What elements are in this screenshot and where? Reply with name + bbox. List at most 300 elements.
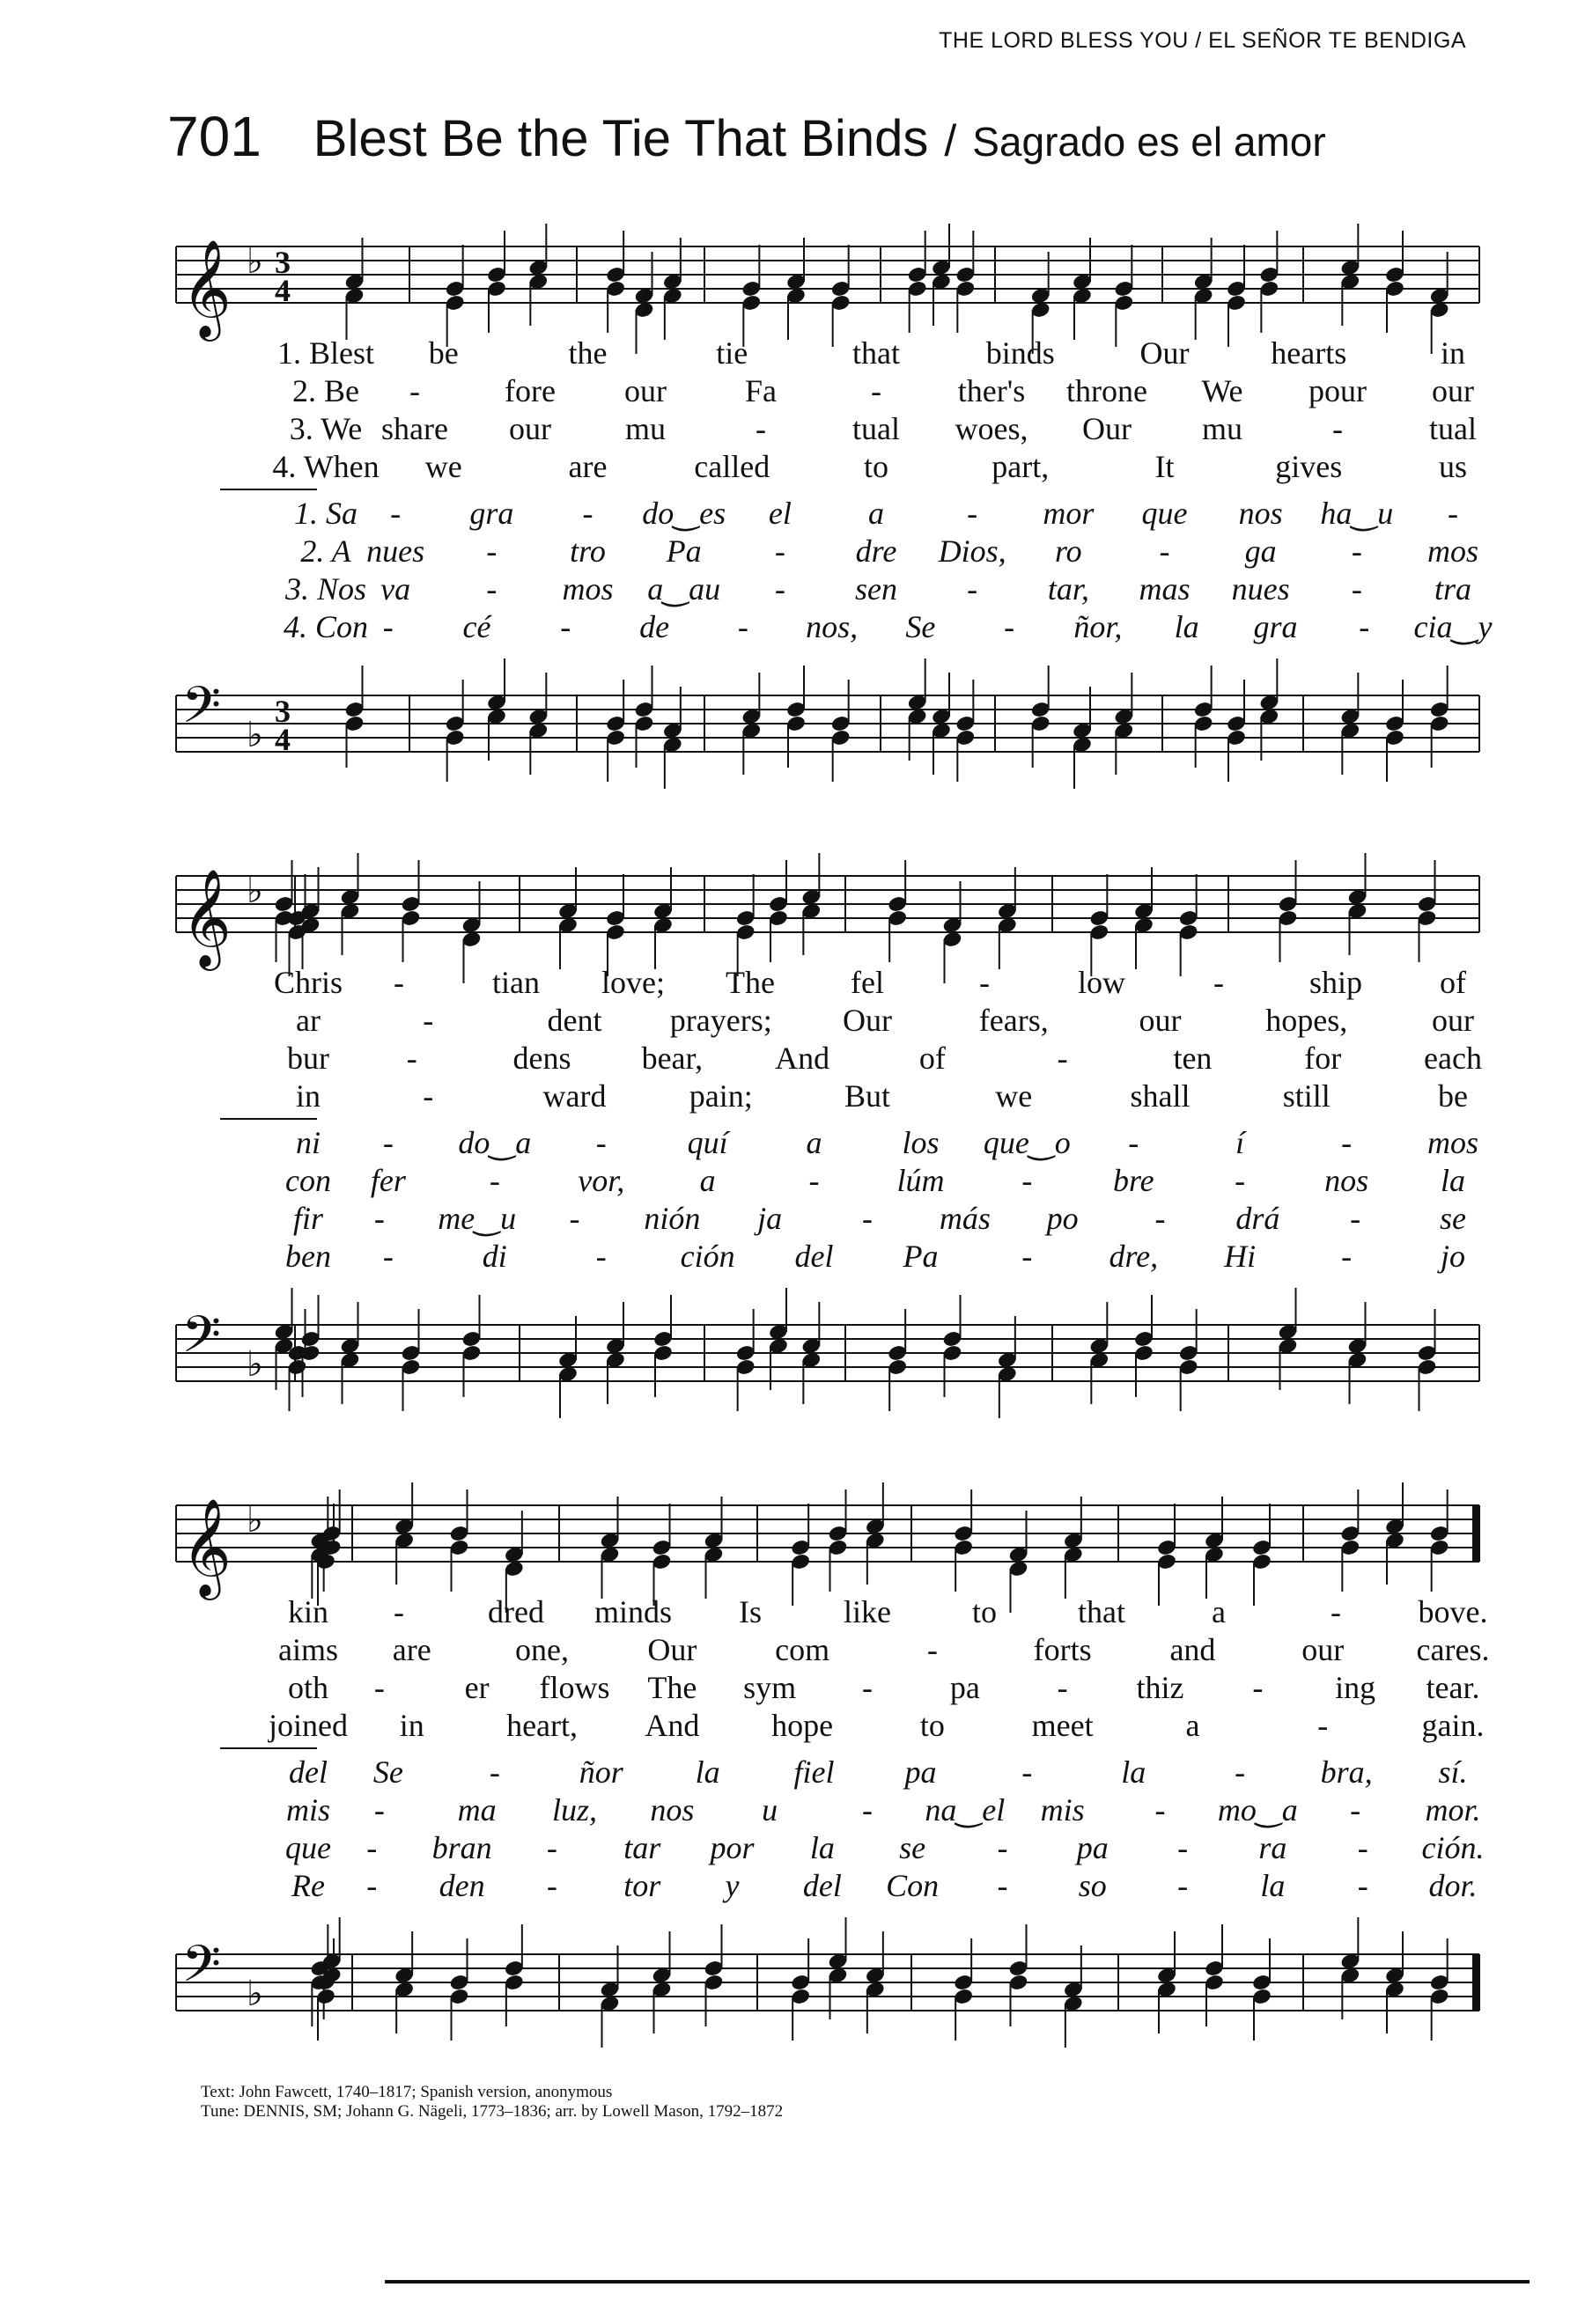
- syllable: called: [694, 449, 770, 484]
- syllable: sym: [743, 1670, 797, 1705]
- treble-clef-icon: 𝄞: [181, 1497, 232, 1596]
- syllable: Our: [1082, 411, 1132, 446]
- lyric-line-english: [176, 448, 1479, 485]
- syllable: a: [806, 1125, 822, 1160]
- hyphen: -: [394, 965, 404, 1000]
- syllable: our: [1139, 1003, 1182, 1038]
- syllable: 4. Con: [283, 609, 369, 644]
- syllable: love;: [601, 965, 665, 1000]
- syllable: And: [775, 1041, 830, 1076]
- syllable: fir: [292, 1201, 324, 1236]
- syllable: dre,: [1109, 1239, 1159, 1274]
- syllable: throne: [1066, 373, 1147, 408]
- syllable: to: [863, 449, 889, 484]
- syllable: los: [902, 1125, 940, 1160]
- hyphen: -: [486, 571, 498, 607]
- hyphen: -: [1021, 1754, 1033, 1790]
- flat-key-signature-icon: ♭: [247, 1344, 263, 1385]
- syllable: jo: [1440, 1239, 1466, 1274]
- treble-staff-1: [176, 220, 1479, 335]
- hyphen: -: [871, 373, 881, 408]
- syllable: ship: [1309, 965, 1363, 1000]
- syllable: bra,: [1320, 1754, 1373, 1790]
- syllable: pa: [1076, 1830, 1109, 1865]
- syllable: in: [1440, 335, 1466, 371]
- syllable: do‿es: [642, 496, 726, 531]
- final-barline: [1472, 1954, 1479, 2011]
- lyric-line-spanish: [176, 1754, 1479, 1791]
- syllable: our: [1432, 1003, 1474, 1038]
- syllable: pain;: [689, 1078, 753, 1114]
- syllable: mu: [1201, 411, 1243, 446]
- syllable: na‿el: [925, 1792, 1006, 1828]
- syllable: den: [439, 1868, 485, 1903]
- syllable: del: [794, 1239, 834, 1274]
- syllable: la: [1121, 1754, 1146, 1790]
- hyphen: -: [390, 496, 402, 531]
- hyphen: -: [1317, 1708, 1329, 1743]
- hymn-title-english: Blest Be the Tie That Binds: [313, 110, 929, 167]
- syllable: ción: [680, 1239, 735, 1274]
- syllable: fore: [505, 373, 556, 408]
- syllable: 1. Sa: [294, 496, 358, 531]
- lyric-line-spanish: [176, 1829, 1485, 1866]
- syllable: oth: [287, 1670, 329, 1705]
- time-signature-top: 3: [275, 245, 291, 280]
- syllable: mos: [562, 571, 614, 607]
- syllable: Dios,: [938, 533, 1006, 569]
- syllable: mu: [624, 411, 667, 446]
- syllable: pa: [949, 1670, 980, 1705]
- syllable: each: [1424, 1041, 1482, 1076]
- syllable: y: [725, 1868, 740, 1903]
- syllable: Fa: [745, 373, 777, 408]
- hyphen: -: [756, 411, 766, 446]
- hyphen: -: [595, 1239, 607, 1274]
- hyphen: -: [1359, 609, 1370, 644]
- syllable: í: [1235, 1125, 1245, 1160]
- syllable: tar: [623, 1830, 661, 1865]
- hyphen: -: [560, 609, 571, 644]
- lyric-line-english: [176, 1040, 1482, 1077]
- hyphen: -: [1357, 1830, 1368, 1865]
- syllable: drá: [1235, 1201, 1280, 1236]
- syllable: to: [971, 1594, 998, 1629]
- hyphen: -: [486, 533, 498, 569]
- syllable: in: [295, 1078, 321, 1114]
- syllable: tual: [1429, 411, 1477, 446]
- syllable: se: [899, 1830, 926, 1865]
- hyphen: -: [1159, 533, 1170, 569]
- hyphen: -: [1350, 1201, 1361, 1236]
- syllable: It: [1154, 449, 1175, 484]
- syllable: sen: [855, 571, 897, 607]
- hymn-title-spanish: Sagrado es el amor: [972, 119, 1326, 165]
- hyphen: -: [979, 965, 990, 1000]
- bass-clef-icon: 𝄢: [181, 1934, 222, 2006]
- lyric-line-english: [176, 1077, 1479, 1114]
- syllable: Re: [291, 1868, 325, 1903]
- music-system-2: [176, 841, 1482, 1404]
- flat-key-signature-icon: ♭: [247, 241, 263, 282]
- credits-tune: Tune: DENNIS, SM; Johann G. Nägeli, 1773–1836; arr. by Lowell Mason, 1792–1872: [201, 2102, 784, 2121]
- syllable: mos: [1426, 533, 1479, 569]
- syllable: meet: [1031, 1708, 1094, 1743]
- syllable: we: [995, 1078, 1033, 1114]
- syllable: pa: [904, 1754, 937, 1790]
- syllable: ro: [1054, 533, 1082, 569]
- syllable: po: [1046, 1201, 1079, 1236]
- syllable: low: [1078, 965, 1125, 1000]
- bass-clef-icon: 𝄢: [181, 1305, 222, 1377]
- syllable: que: [285, 1830, 331, 1865]
- lyric-line-spanish: [176, 1200, 1479, 1237]
- syllable: dent: [547, 1003, 602, 1038]
- treble-staff-2: [176, 849, 1479, 967]
- hyphen: -: [997, 1868, 1008, 1903]
- syllable: dor.: [1428, 1868, 1478, 1903]
- syllable: and: [1169, 1632, 1216, 1667]
- syllable: 3. Nos: [284, 571, 367, 607]
- hyphen: -: [382, 609, 394, 644]
- language-divider: [220, 1118, 317, 1120]
- syllable: del: [802, 1868, 842, 1903]
- syllable: gain.: [1421, 1708, 1485, 1743]
- treble-staff-3: [176, 1479, 1479, 1596]
- syllable: gra: [469, 496, 514, 531]
- music-system-3: [176, 1470, 1490, 2042]
- hyphen: -: [1341, 1239, 1353, 1274]
- syllable: The: [647, 1670, 697, 1705]
- time-signature-bottom: 4: [275, 273, 291, 308]
- syllable: Pa: [903, 1239, 939, 1274]
- hymn-title-row: [167, 104, 1326, 169]
- syllable: in: [399, 1708, 424, 1743]
- hyphen: -: [582, 496, 593, 531]
- syllable: nos,: [806, 609, 859, 644]
- syllable: our: [509, 411, 551, 446]
- flat-key-signature-icon: ♭: [247, 1974, 263, 2014]
- lyric-line-english: [176, 1707, 1485, 1744]
- syllable: bear,: [641, 1041, 704, 1076]
- syllable: cé: [462, 609, 491, 644]
- syllable: the: [568, 335, 608, 371]
- hyphen: -: [489, 1163, 500, 1198]
- syllable: mor: [1043, 496, 1095, 531]
- syllable: ja: [757, 1201, 783, 1236]
- syllable: of: [1440, 965, 1466, 1000]
- bass-staff-1: [176, 669, 1479, 783]
- hymn-number: 701: [167, 105, 262, 168]
- syllable: ther's: [957, 373, 1026, 408]
- syllable: to: [919, 1708, 945, 1743]
- syllable: flows: [539, 1670, 610, 1705]
- syllable: aims: [278, 1632, 338, 1667]
- syllable: gives: [1275, 449, 1343, 484]
- syllable: sí.: [1438, 1754, 1468, 1790]
- hyphen: -: [1357, 1868, 1368, 1903]
- hyphen: -: [382, 1125, 394, 1160]
- syllable: Pa: [666, 533, 702, 569]
- hyphen: -: [546, 1868, 557, 1903]
- syllable: 4. When: [272, 449, 380, 484]
- syllable: are: [568, 449, 608, 484]
- hyphen: -: [1177, 1868, 1189, 1903]
- bass-staff-2: [176, 1298, 1479, 1413]
- syllable: mor.: [1425, 1792, 1481, 1828]
- hyphen: -: [774, 533, 785, 569]
- treble-clef-icon: 𝄞: [181, 239, 232, 337]
- hyphen: -: [1341, 1125, 1353, 1160]
- lyric-line-spanish: [176, 1238, 1479, 1275]
- syllable: hearts: [1271, 335, 1347, 371]
- hyphen: -: [1154, 1792, 1166, 1828]
- hyphen: -: [1235, 1754, 1246, 1790]
- syllable: do‿a: [458, 1125, 532, 1160]
- syllable: com: [775, 1632, 830, 1667]
- hyphen: -: [1331, 1594, 1341, 1629]
- syllable: Our: [647, 1632, 697, 1667]
- syllable: cia‿y: [1413, 609, 1493, 644]
- syllable: Hi: [1224, 1239, 1257, 1274]
- syllable: we: [424, 449, 462, 484]
- lyric-line-spanish: [176, 1124, 1479, 1161]
- syllable: that: [1078, 1594, 1125, 1629]
- syllable: bran: [431, 1830, 492, 1865]
- syllable: nos: [650, 1792, 695, 1828]
- syllable: la: [1440, 1163, 1466, 1198]
- syllable: por: [710, 1830, 755, 1865]
- syllable: mas: [1139, 571, 1191, 607]
- lyric-line-spanish: [176, 495, 1479, 532]
- lyric-line-english: [176, 964, 1479, 1001]
- syllable: that: [852, 335, 900, 371]
- syllable: 1. Blest: [276, 335, 375, 371]
- time-signature-bottom: 4: [275, 722, 291, 757]
- syllable: fiel: [793, 1754, 835, 1790]
- syllable: ar: [296, 1003, 321, 1038]
- syllable: er: [464, 1670, 490, 1705]
- syllable: ten: [1173, 1041, 1213, 1076]
- syllable: minds: [593, 1594, 673, 1629]
- syllable: woes,: [955, 411, 1028, 446]
- syllable: dens: [512, 1041, 571, 1076]
- flat-key-signature-icon: ♭: [247, 1500, 263, 1541]
- syllable: The: [726, 965, 775, 1000]
- syllable: prayers;: [669, 1003, 772, 1038]
- lyric-line-spanish: [176, 533, 1479, 570]
- syllable: a: [699, 1163, 716, 1198]
- final-barline: [1472, 1505, 1479, 1562]
- syllable: dre: [855, 533, 897, 569]
- syllable: ben: [285, 1239, 331, 1274]
- lyric-line-spanish: [176, 1791, 1479, 1828]
- bottom-rule: [385, 2280, 1530, 2284]
- syllable: hope: [771, 1708, 834, 1743]
- lyric-line-english: [176, 410, 1479, 447]
- syllable: ñor: [579, 1754, 623, 1790]
- flat-key-signature-icon: ♭: [247, 871, 263, 911]
- hyphen: -: [1252, 1670, 1264, 1705]
- lyric-line-english: [176, 1631, 1490, 1668]
- syllable: a: [1185, 1708, 1200, 1743]
- syllable: ma: [457, 1792, 497, 1828]
- hyphen: -: [1021, 1163, 1033, 1198]
- syllable: u: [762, 1792, 778, 1828]
- hyphen: -: [569, 1201, 580, 1236]
- syllable: shall: [1130, 1078, 1191, 1114]
- hyphen: -: [1057, 1041, 1068, 1076]
- syllable: la: [1174, 609, 1199, 644]
- syllable: us: [1438, 449, 1468, 484]
- syllable: más: [939, 1201, 991, 1236]
- hyphen: -: [489, 1754, 500, 1790]
- hyphen: -: [862, 1670, 873, 1705]
- syllable: a: [1212, 1594, 1226, 1629]
- credits: [201, 2083, 783, 2122]
- hyphen: -: [1350, 1792, 1361, 1828]
- syllable: 2. A: [300, 533, 351, 569]
- syllable: Our: [1139, 335, 1190, 371]
- hyphen: -: [1154, 1201, 1166, 1236]
- syllable: so: [1078, 1868, 1107, 1903]
- syllable: tie: [716, 335, 748, 371]
- syllable: mo‿a: [1217, 1792, 1298, 1828]
- syllable: fears,: [978, 1003, 1049, 1038]
- hyphen: -: [1004, 609, 1015, 644]
- syllable: vor,: [578, 1163, 625, 1198]
- syllable: con: [285, 1163, 331, 1198]
- hyphen: -: [1057, 1670, 1068, 1705]
- language-divider: [220, 1747, 317, 1749]
- syllable: tra: [1434, 571, 1472, 607]
- page-header: THE LORD BLESS YOU / EL SEÑOR TE BENDIGA: [939, 28, 1466, 53]
- syllable: our: [624, 373, 667, 408]
- syllable: fer: [370, 1163, 406, 1198]
- hyphen: -: [373, 1670, 385, 1705]
- syllable: Con: [886, 1868, 940, 1903]
- lyric-line-spanish: [176, 570, 1479, 607]
- lyric-line-spanish: [176, 608, 1493, 645]
- syllable: our: [1301, 1632, 1345, 1667]
- hyphen: -: [1021, 1239, 1033, 1274]
- syllable: la: [809, 1830, 835, 1865]
- syllable: nos: [1324, 1163, 1369, 1198]
- hyphen: -: [774, 571, 785, 607]
- syllable: mos: [1426, 1125, 1479, 1160]
- flat-key-signature-icon: ♭: [247, 715, 263, 755]
- syllable: But: [844, 1078, 891, 1114]
- credits-text: Text: John Fawcett, 1740–1817; Spanish version, anonymous: [201, 2083, 613, 2101]
- hyphen: -: [808, 1163, 820, 1198]
- syllable: a: [868, 496, 884, 531]
- syllable: tro: [570, 533, 606, 569]
- hyphen: -: [366, 1868, 378, 1903]
- syllable: tor: [623, 1868, 661, 1903]
- lyric-line-english: [176, 1669, 1479, 1706]
- hyphen: -: [1351, 571, 1362, 607]
- hyphen: -: [1128, 1125, 1139, 1160]
- hyphen: -: [373, 1792, 385, 1828]
- syllable: bre: [1112, 1163, 1154, 1198]
- syllable: joined: [269, 1708, 348, 1743]
- syllable: fel: [851, 965, 884, 1000]
- syllable: de: [639, 609, 670, 644]
- syllable: of: [918, 1041, 946, 1076]
- syllable: be: [428, 335, 459, 371]
- syllable: Is: [739, 1594, 762, 1629]
- syllable: one,: [515, 1632, 570, 1667]
- syllable: tear.: [1426, 1670, 1480, 1705]
- hyphen: -: [373, 1201, 385, 1236]
- hyphen: -: [1213, 965, 1224, 1000]
- hyphen: -: [1448, 496, 1458, 531]
- syllable: like: [844, 1594, 891, 1629]
- syllable: ha‿u: [1320, 496, 1394, 531]
- syllable: tian: [492, 965, 540, 1000]
- syllable: di: [482, 1239, 507, 1274]
- syllable: Se: [372, 1754, 403, 1790]
- syllable: gra: [1253, 609, 1298, 644]
- syllable: share: [381, 411, 448, 446]
- syllable: our: [1432, 373, 1474, 408]
- syllable: la: [695, 1754, 720, 1790]
- syllable: are: [392, 1632, 431, 1667]
- lyric-line-english: [176, 1593, 1488, 1630]
- syllable: pour: [1309, 373, 1367, 408]
- hyphen: -: [546, 1830, 557, 1865]
- syllable: nues: [366, 533, 425, 569]
- lyric-line-english: [176, 372, 1479, 409]
- music-system-1: [176, 211, 1493, 775]
- syllable: thiz: [1136, 1670, 1184, 1705]
- time-signature-top: 3: [275, 694, 291, 729]
- syllable: mis: [1040, 1792, 1085, 1828]
- hyphen: -: [1332, 411, 1343, 446]
- hyphen: -: [406, 1041, 417, 1076]
- syllable: And: [645, 1708, 700, 1743]
- lyric-line-english: [176, 335, 1479, 371]
- syllable: dred: [488, 1594, 544, 1629]
- syllable: ing: [1335, 1670, 1376, 1705]
- syllable: binds: [985, 335, 1055, 371]
- syllable: heart,: [506, 1708, 579, 1743]
- syllable: que: [1141, 496, 1188, 531]
- syllable: la: [1260, 1868, 1286, 1903]
- syllable: ra: [1258, 1830, 1287, 1865]
- hyphen: -: [366, 1830, 378, 1865]
- syllable: Our: [843, 1003, 892, 1038]
- hyphen: -: [997, 1830, 1008, 1865]
- syllable: still: [1282, 1078, 1331, 1114]
- treble-clef-icon: 𝄞: [181, 868, 232, 967]
- title-separator: /: [944, 116, 957, 165]
- hyphen: -: [1351, 533, 1362, 569]
- hyphen: -: [862, 1792, 873, 1828]
- syllable: bove.: [1418, 1594, 1488, 1629]
- syllable: We: [1201, 373, 1243, 408]
- syllable: el: [768, 496, 792, 531]
- hyphen: -: [595, 1125, 607, 1160]
- syllable: ción.: [1421, 1830, 1485, 1865]
- syllable: kin: [287, 1594, 329, 1629]
- syllable: Se: [905, 609, 936, 644]
- hyphen: -: [1177, 1830, 1189, 1865]
- hyphen: -: [1235, 1163, 1246, 1198]
- hyphen: -: [382, 1239, 394, 1274]
- syllable: quí: [687, 1125, 728, 1160]
- syllable: ga: [1244, 533, 1277, 569]
